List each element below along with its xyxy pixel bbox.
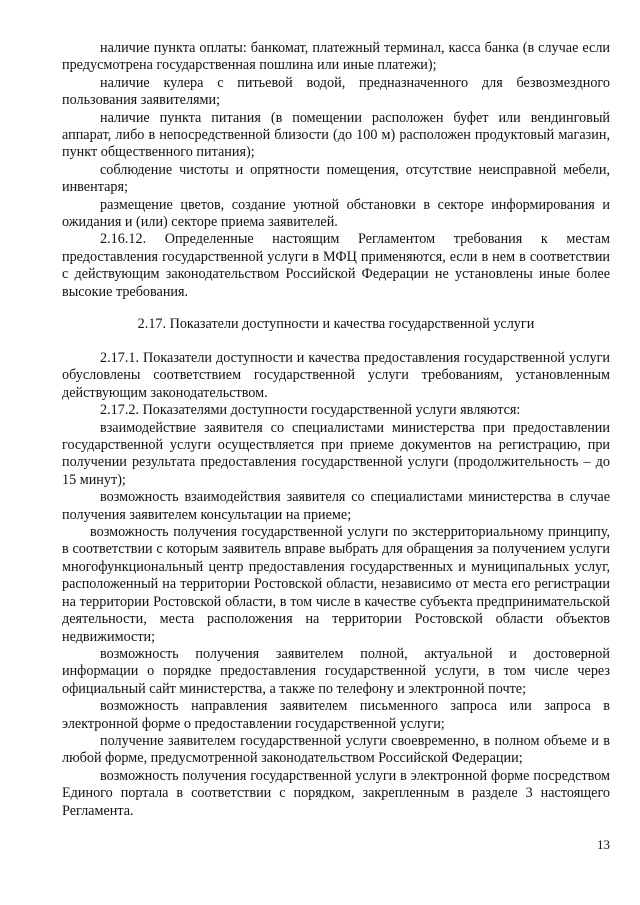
page-number: 13 xyxy=(597,837,610,852)
text-block-top xyxy=(62,40,610,301)
paragraph: 2.17.2. Показателями доступности государственной услуги являются: xyxy=(100,402,521,419)
paragraph: наличие пункта оплаты: банкомат, платежный терминал, касса банка (в случае если предусмотрена государственная пошлина или иные платежи); xyxy=(62,40,610,74)
paragraph: получение заявителем государственной услуги своевременно, в полном объеме и в любой форме, предусмотренной законодательством Российской Федерации; xyxy=(62,732,610,767)
section-heading: 2.17. Показатели доступности и качества государственной услуги xyxy=(137,316,535,332)
paragraph: возможность получения государственной услуги по экстерриториальному принципу, в соответствии с которым заявитель вправе выбрать для обращения за получением услуги многофункциональный центр предоставления государственных и муниципальных услуг, расположенный на территории Ростовской области, независимо от места его регистрации на территории Ростовской области, в том числе в качестве субъекта предпринимательской деятельности, места расположения на территории Ростовской области объектов недвижимости; xyxy=(62,524,610,645)
paragraph: наличие кулера с питьевой водой, предназначенного для безвозмездного пользования заявителями; xyxy=(62,74,610,109)
paragraph: взаимодействие заявителя со специалистами министерства при предоставлении государственной услуги осуществляется при приеме документов на регистрацию, при получении результата предоставления государственной услуги (продолжительность – до 15 минут); xyxy=(62,419,610,488)
paragraph: возможность получения заявителем полной, актуальной и достоверной информации о порядке предоставления государственной услуги, в том числе через официальный сайт министерства, а также по телефону и электронной почте; xyxy=(62,645,610,697)
paragraph: возможность получения государственной услуги в электронной форме посредством Единого портала в соответствии с порядком, закрепленным в разделе 3 настоящего Регламента. xyxy=(62,767,610,819)
paragraph: наличие пункта питания (в помещении расположен буфет или вендинговый аппарат, либо в непосредственной близости (до 100 м) расположен продуктовый магазин, пункт общественного питания); xyxy=(62,109,610,161)
paragraph: возможность направления заявителем письменного запроса или запроса в электронной форме о предоставлении государственной услуги; xyxy=(62,698,610,732)
paragraph: 2.17.1. Показатели доступности и качества предоставления государственной услуги обусловлены соответствием государственной услуги требованиям, установленным действующим законодательством. xyxy=(62,350,610,401)
paragraph: соблюдение чистоты и опрятности помещения, отсутствие неисправной мебели, инвентаря; xyxy=(62,161,610,196)
text-block-bottom xyxy=(62,350,610,820)
paragraph: размещение цветов, создание уютной обстановки в секторе информирования и ожидания и (или) секторе приема заявителей. xyxy=(62,196,610,231)
paragraph: возможность взаимодействия заявителя со специалистами министерства в случае получения заявителем консультации на приеме; xyxy=(62,489,610,523)
paragraph: 2.16.12. Определенные настоящим Регламентом требования к местам предоставления государственной услуги в МФЦ применяются, если в нем в соответствии с действующим законодательством Российской Федерации не установлены иные более высокие требования. xyxy=(62,231,610,300)
